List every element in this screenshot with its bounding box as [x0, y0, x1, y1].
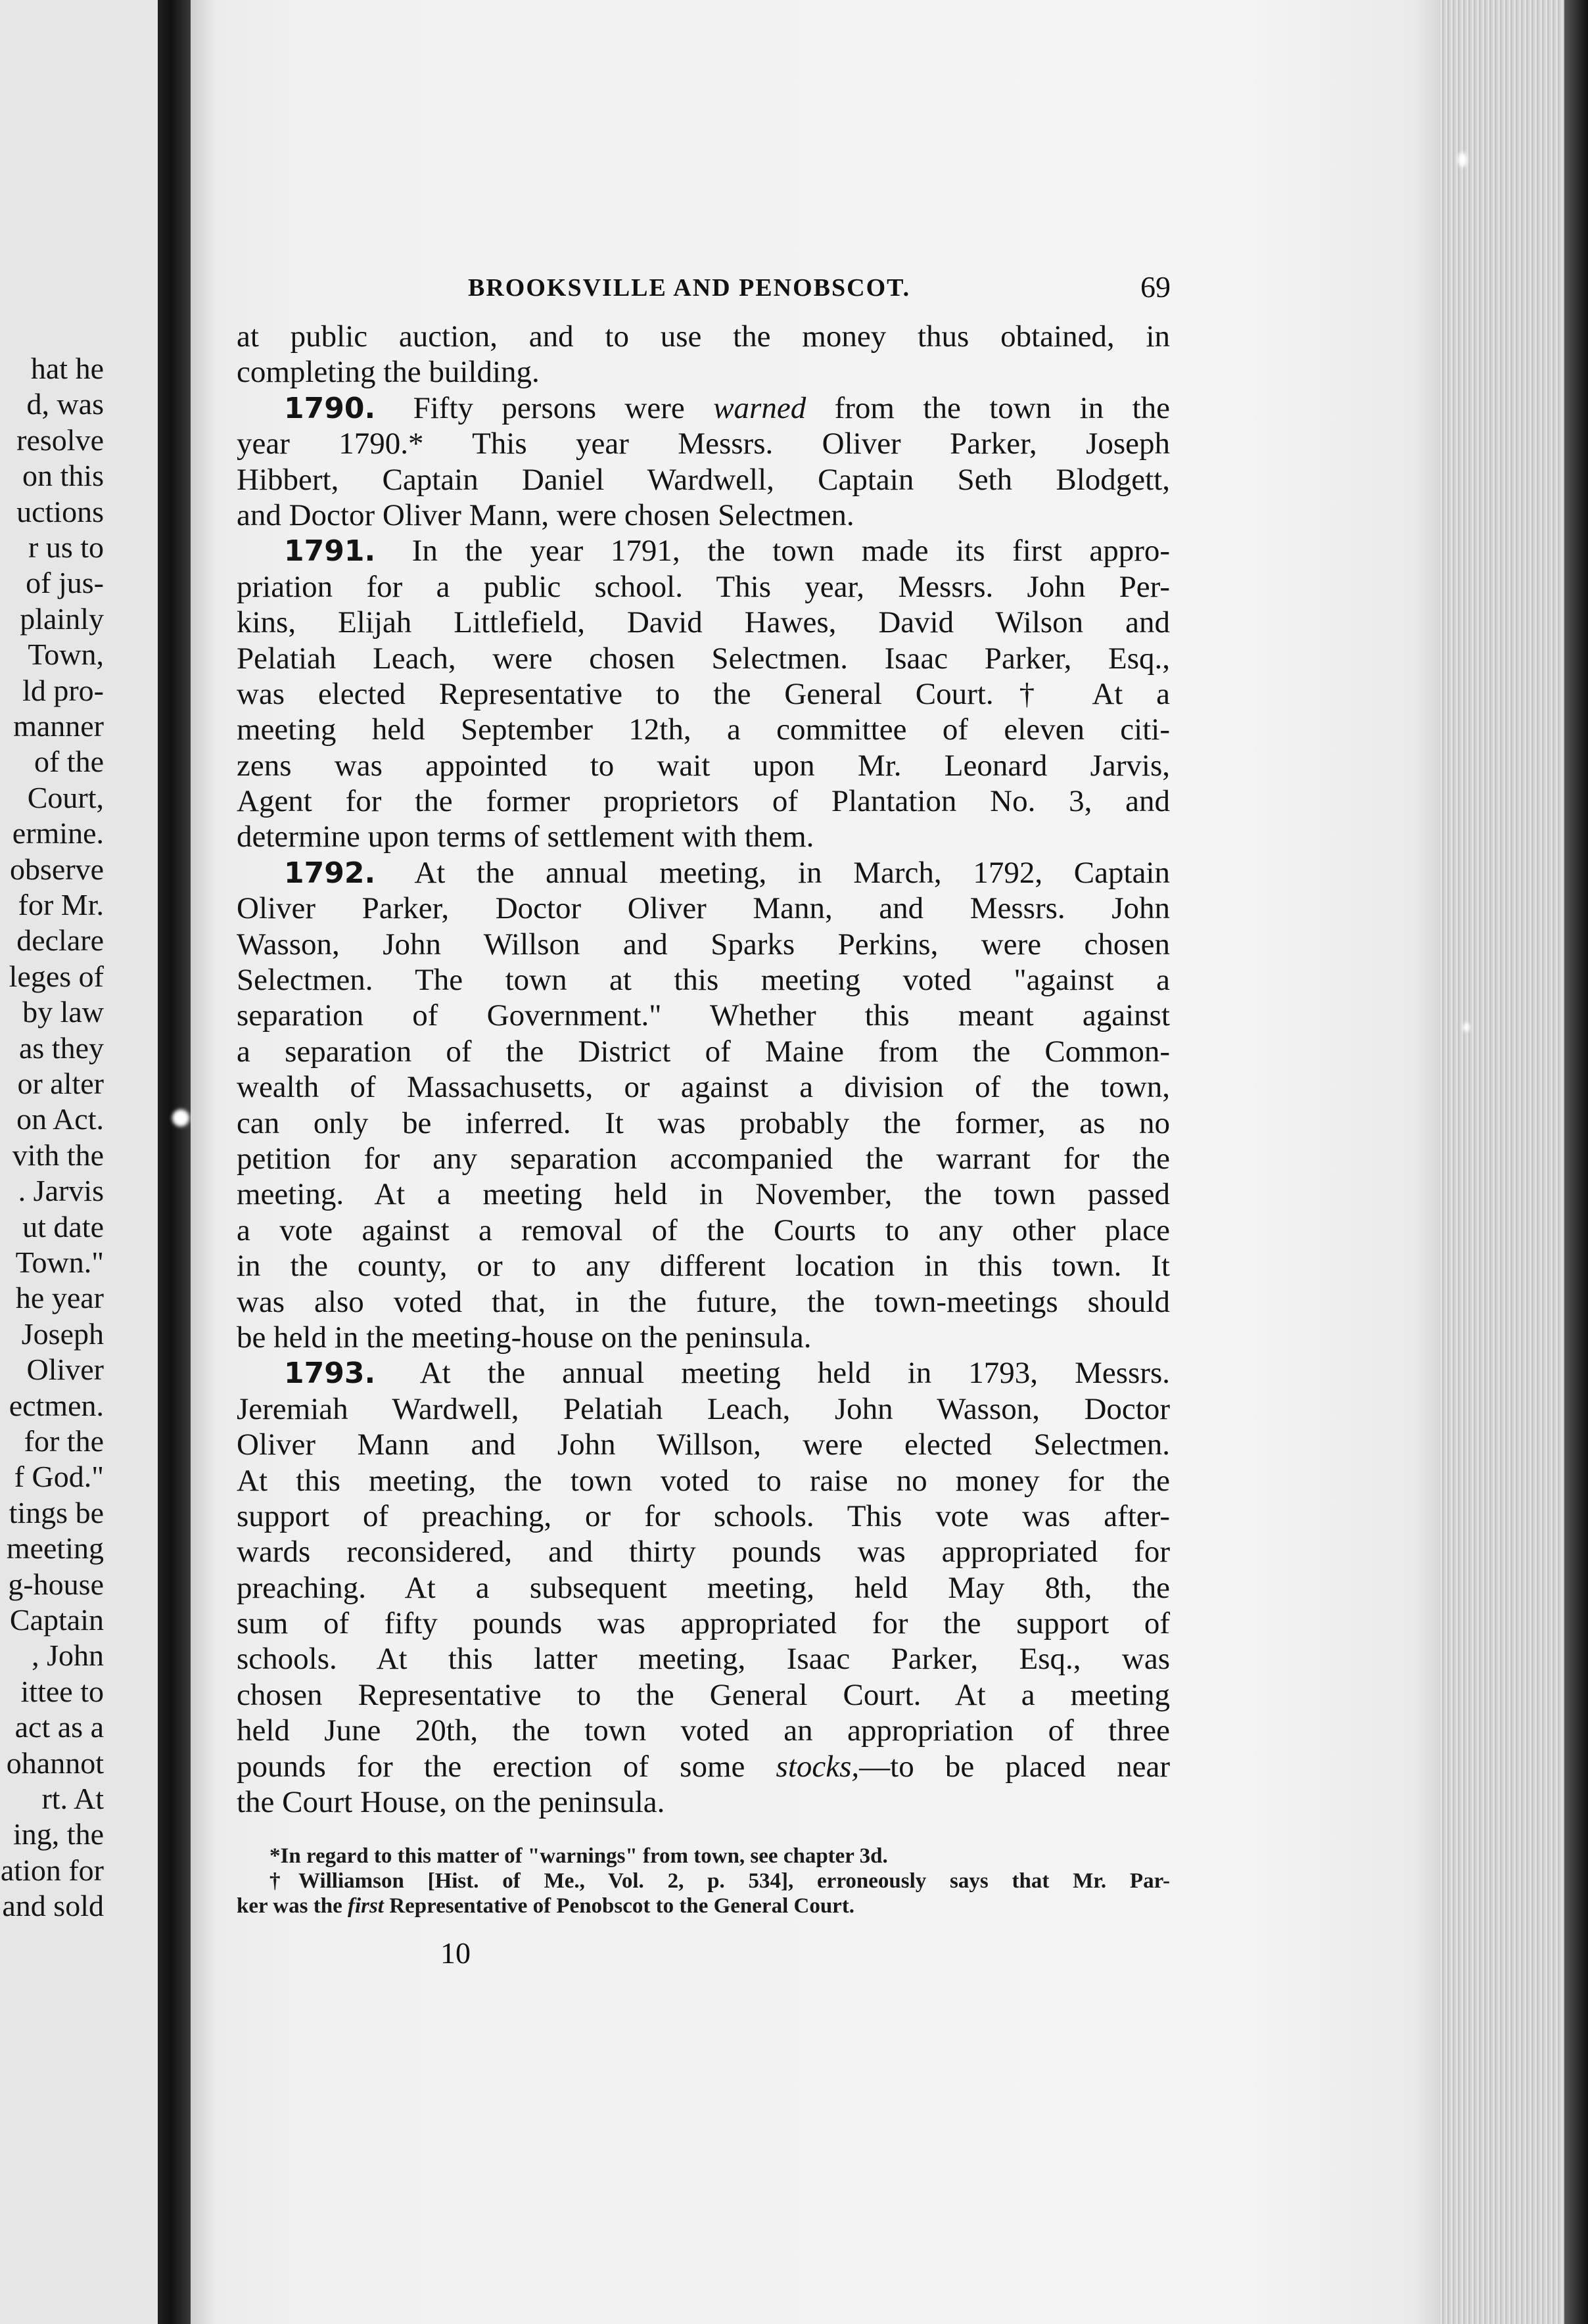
previous-page-line: . Jarvis	[18, 1174, 104, 1208]
text-line: Selectmen. The town at this meeting voted "against a	[237, 963, 1170, 998]
book-gutter	[158, 0, 191, 2324]
page-number: 69	[1140, 270, 1171, 304]
text-line: in the county, or to any different location in this town. It	[237, 1249, 1170, 1284]
text-line: held June 20th, the town voted an appropriation of three	[237, 1713, 1170, 1748]
previous-page-line: on Act.	[16, 1102, 104, 1136]
book-cover-edge	[1564, 0, 1588, 2324]
text-line: preaching. At a subsequent meeting, held May 8th, the	[237, 1570, 1170, 1605]
text-line: pounds for the erection of some stocks,—to be placed near	[237, 1749, 1171, 1784]
text-line: schools. At this latter meeting, Isaac Parker, Esq., was	[237, 1642, 1170, 1677]
previous-page-line: act as a	[14, 1710, 104, 1744]
text-line: support of preaching, or for schools. This vote was after-	[237, 1499, 1170, 1533]
signature-mark: 10	[440, 1936, 471, 1970]
text-line: year 1790.* This year Messrs. Oliver Parker, Joseph	[237, 427, 1170, 461]
text-line: a separation of the District of Maine from the Common-	[237, 1034, 1170, 1069]
previous-page-line: ermine.	[12, 816, 104, 850]
previous-page-line: hat he	[30, 352, 104, 385]
previous-page-line: for the	[24, 1424, 104, 1458]
footnotes	[237, 1844, 1170, 1918]
previous-page-line: g-house	[8, 1567, 104, 1601]
previous-page-line: and sold	[2, 1889, 104, 1923]
previous-page-line: ld pro-	[22, 673, 104, 707]
text-line: priation for a public school. This year, Messrs. John Per-	[237, 569, 1170, 604]
text-line: Oliver Mann and John Willson, were elected Selectmen.	[237, 1428, 1170, 1462]
previous-page-line: d, was	[26, 387, 104, 421]
page-edges	[1439, 0, 1564, 2324]
paragraph-1790: 1790. Fifty persons were warned from the town in the	[284, 390, 1171, 425]
previous-page-line: Town."	[15, 1245, 104, 1279]
text-line: zens was appointed to wait upon Mr. Leonard Jarvis,	[237, 748, 1170, 783]
paragraph-1793: 1793. At the annual meeting held in 1793, Messrs.	[284, 1356, 1170, 1391]
text-line: at public auction, and to use the money thus obtained, in	[237, 319, 1170, 354]
previous-page-line: as they	[18, 1031, 104, 1065]
previous-page-line: of the	[34, 745, 104, 779]
text-line: Agent for the former proprietors of Plantation No. 3, and	[237, 784, 1170, 819]
previous-page-line: Oliver	[26, 1353, 104, 1387]
previous-page-line: resolve	[16, 423, 104, 457]
previous-page-line: Town,	[28, 638, 104, 672]
text-line: wealth of Massachusetts, or against a division of the town,	[237, 1070, 1170, 1105]
previous-page-line: ing, the	[13, 1817, 104, 1851]
previous-page-line: f God."	[14, 1460, 104, 1494]
text-line: be held in the meeting-house on the peninsula.	[237, 1320, 812, 1355]
previous-page-line: ohannot	[6, 1746, 104, 1780]
previous-page-line: ectmen.	[9, 1388, 104, 1422]
text-line: chosen Representative to the General Court. At a meeting	[237, 1677, 1170, 1712]
text-line: Hibbert, Captain Daniel Wardwell, Captain Seth Blodgett,	[237, 462, 1170, 497]
text-line: kins, Elijah Littlefield, David Hawes, David Wilson and	[237, 605, 1170, 640]
text-line: At this meeting, the town voted to raise no money for the	[237, 1463, 1170, 1498]
previous-page-line: he year	[15, 1281, 104, 1315]
text-line: was elected Representative to the General Court.† At a	[237, 676, 1170, 711]
previous-page-line: for Mr.	[18, 888, 104, 921]
previous-page-line: meeting	[6, 1531, 104, 1566]
text-line: Oliver Parker, Doctor Oliver Mann, and Messrs. John	[237, 891, 1170, 926]
footnote-warnings: *In regard to this matter of "warnings" from town, see chapter 3d.	[269, 1844, 888, 1868]
text-line: meeting held September 12th, a committee of eleven citi-	[237, 712, 1170, 747]
text-line: a vote against a removal of the Courts to any other place	[237, 1213, 1170, 1247]
previous-page-line: leges of	[9, 959, 104, 993]
page-body	[237, 319, 1170, 1820]
text-line: was also voted that, in the future, the town-meetings should	[237, 1284, 1170, 1319]
footnote-williamson-cont: ker was the first Representative of Penobscot to the General Court.	[237, 1894, 855, 1918]
text-line: wards reconsidered, and thirty pounds was appropriated for	[237, 1535, 1170, 1569]
paragraph-1791: 1791. In the year 1791, the town made its first appro-	[284, 534, 1171, 569]
text-line: Wasson, John Willson and Sparks Perkins, were chosen	[237, 927, 1170, 962]
previous-page-line: ittee to	[20, 1674, 104, 1708]
text-line: determine upon terms of settlement with them.	[237, 820, 814, 854]
text-line: sum of fifty pounds was appropriated for the support of	[237, 1606, 1170, 1641]
text-line: petition for any separation accompanied the warrant for the	[237, 1141, 1170, 1176]
previous-page-line: plainly	[20, 601, 104, 636]
year-heading: 1790.	[284, 391, 376, 425]
running-header: BROOKSVILLE AND PENOBSCOT.	[468, 274, 911, 302]
previous-page-line: ut date	[22, 1209, 104, 1243]
previous-page-line: on this	[22, 459, 104, 493]
year-heading: 1792.	[284, 856, 376, 890]
footnote-williamson: †Williamson [Hist. of Me., Vol. 2, p. 534], erroneously says that Mr. Par-	[269, 1869, 1170, 1893]
previous-page-line: uctions	[16, 494, 104, 528]
previous-page-line: Court,	[27, 780, 104, 814]
text-line: can only be inferred. It was probably the former, as no	[237, 1105, 1170, 1140]
text-line: Pelatiah Leach, were chosen Selectmen. Isaac Parker, Esq.,	[237, 641, 1170, 676]
year-heading: 1791.	[284, 534, 376, 569]
previous-page-line: rt. At	[41, 1782, 104, 1815]
previous-page-line: ation for	[0, 1853, 104, 1887]
previous-page-line: or alter	[17, 1067, 104, 1100]
previous-page-line: declare	[16, 923, 104, 958]
previous-page-line: manner	[13, 709, 104, 743]
text-line: and Doctor Oliver Mann, were chosen Selectmen.	[237, 498, 854, 532]
text-line: meeting. At a meeting held in November, the town passed	[237, 1177, 1170, 1212]
previous-page-line: Captain	[9, 1603, 104, 1637]
previous-page-line: by law	[22, 995, 104, 1029]
previous-page-line: vith the	[12, 1138, 104, 1172]
previous-page	[0, 0, 158, 2324]
previous-page-line: , John	[32, 1638, 104, 1673]
paragraph-1792: 1792. At the annual meeting, in March, 1792, Captain	[284, 855, 1170, 890]
text-line: Jeremiah Wardwell, Pelatiah Leach, John Wasson, Doctor	[237, 1391, 1170, 1426]
year-heading: 1793.	[284, 1357, 376, 1391]
text-line: completing the building.	[237, 355, 540, 390]
previous-page-line: of jus-	[26, 566, 104, 600]
previous-page-line: r us to	[28, 530, 104, 564]
previous-page-text	[0, 351, 158, 1961]
text-line: separation of Government." Whether this meant against	[237, 998, 1170, 1033]
previous-page-line: observe	[9, 852, 104, 886]
previous-page-line: tings be	[9, 1495, 104, 1529]
previous-page-line: Joseph	[21, 1316, 104, 1351]
text-line: the Court House, on the peninsula.	[237, 1785, 665, 1820]
